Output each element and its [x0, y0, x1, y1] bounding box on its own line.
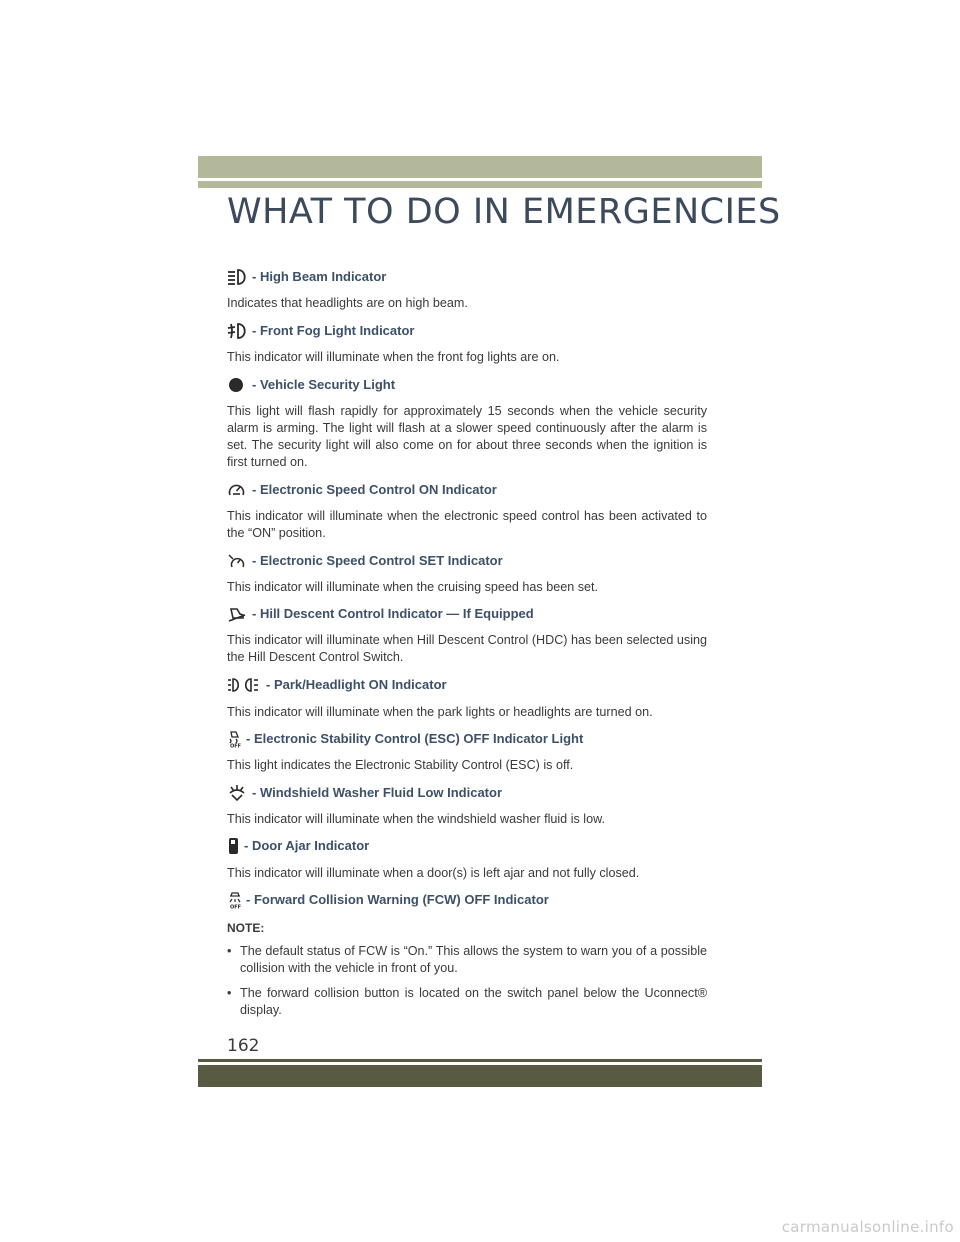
front-fog-light-icon — [227, 322, 247, 340]
indicator-title: - Vehicle Security Light — [252, 377, 396, 392]
indicator-description: This indicator will illuminate when the electronic speed control has been activated to the “ON” position. — [227, 509, 707, 540]
header-band — [198, 156, 762, 178]
svg-text:OFF: OFF — [230, 904, 242, 909]
indicator-heading-fcw-off — [227, 890, 549, 910]
indicator-title: - Hill Descent Control Indicator — If Equipped — [252, 606, 534, 621]
header-rule — [198, 181, 762, 188]
indicator-heading-vehicle-security — [227, 375, 395, 395]
note-bullet — [227, 985, 707, 1019]
watermark: carmanualsonline.info — [781, 1218, 954, 1236]
speed-control-on-icon — [227, 481, 247, 499]
hill-descent-icon — [227, 605, 247, 623]
indicator-title: - Electronic Stability Control (ESC) OFF Indicator Light — [246, 731, 584, 746]
footer-band — [198, 1065, 762, 1087]
indicator-description: This indicator will illuminate when the park lights or headlights are turned on. — [227, 705, 653, 719]
note-label: NOTE: — [227, 921, 265, 935]
indicator-description: This light will flash rapidly for approximately 15 seconds when the vehicle security alarm is arming. The light will flash at a slower speed continuously after the alarm is set. The security light will also come on for about three seconds when the ignition is first turned on. — [227, 404, 707, 469]
bullet-dot: • — [227, 986, 232, 1000]
note-bullet — [227, 943, 707, 977]
indicator-title: - Park/Headlight ON Indicator — [266, 677, 447, 692]
svg-text:OFF: OFF — [230, 743, 242, 748]
page-number: 162 — [227, 1036, 260, 1056]
note-bullet-text: The forward collision button is located on the switch panel below the Uconnect® display. — [240, 986, 707, 1017]
door-ajar-icon — [227, 837, 241, 855]
indicator-description: This indicator will illuminate when a door(s) is left ajar and not fully closed. — [227, 866, 640, 880]
indicator-description: This indicator will illuminate when the cruising speed has been set. — [227, 580, 599, 594]
indicator-title: - Front Fog Light Indicator — [252, 323, 415, 338]
indicator-description: This indicator will illuminate when the windshield washer fluid is low. — [227, 812, 605, 826]
indicator-title: - Windshield Washer Fluid Low Indicator — [252, 785, 503, 800]
indicator-heading-high-beam — [227, 267, 386, 287]
indicator-title: - Electronic Speed Control SET Indicator — [252, 553, 503, 568]
indicator-heading-speed-control-on — [227, 480, 497, 500]
fcw-off-icon — [227, 891, 243, 909]
indicator-title: - Forward Collision Warning (FCW) OFF Indicator — [246, 892, 549, 907]
indicator-heading-esc-off — [227, 729, 583, 749]
speed-control-set-icon — [227, 552, 247, 570]
indicator-heading-speed-control-set — [227, 551, 503, 571]
indicator-description: This light indicates the Electronic Stability Control (ESC) is off. — [227, 758, 574, 772]
indicator-description: Indicates that headlights are on high beam. — [227, 296, 468, 310]
indicator-title: - Door Ajar Indicator — [244, 838, 370, 853]
indicator-title: - Electronic Speed Control ON Indicator — [252, 482, 497, 497]
indicator-title: - High Beam Indicator — [252, 269, 387, 284]
esc-off-icon — [227, 730, 243, 748]
indicator-heading-park-headlight — [227, 675, 447, 695]
park-headlight-icon — [227, 676, 261, 694]
high-beam-icon — [227, 268, 247, 286]
washer-fluid-icon — [227, 784, 247, 802]
indicator-heading-door-ajar — [227, 836, 369, 856]
section-title: WHAT TO DO IN EMERGENCIES — [227, 192, 781, 232]
vehicle-security-icon — [227, 376, 247, 394]
indicator-description: This indicator will illuminate when Hill Descent Control (HDC) has been selected using the Hill Descent Control Switch. — [227, 633, 707, 664]
indicator-description: This indicator will illuminate when the front fog lights are on. — [227, 350, 560, 364]
indicator-heading-washer-fluid — [227, 783, 502, 803]
note-bullet-text: The default status of FCW is “On.” This allows the system to warn you of a possible collision with the vehicle in front of you. — [240, 944, 707, 975]
indicator-heading-front-fog — [227, 321, 414, 341]
bullet-dot: • — [227, 944, 232, 958]
indicator-heading-hill-descent — [227, 604, 534, 624]
footer-rule — [198, 1059, 762, 1062]
